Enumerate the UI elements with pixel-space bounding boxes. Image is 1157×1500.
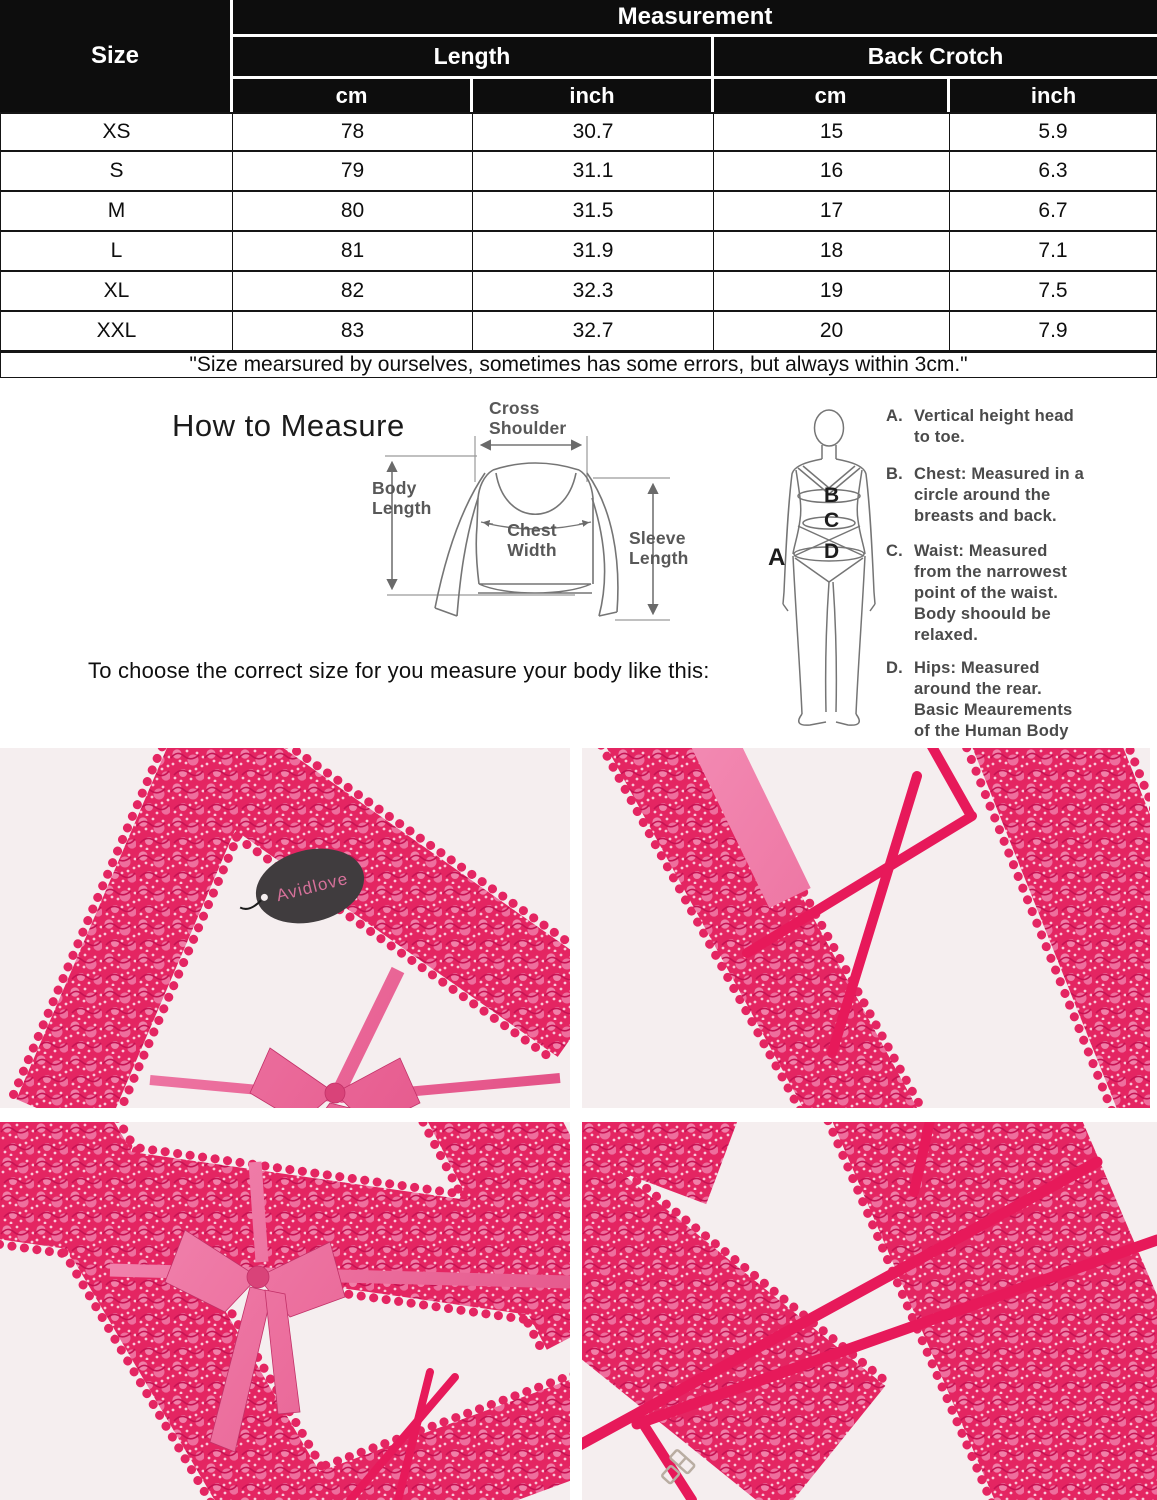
size-table — [0, 0, 1157, 380]
cell-size: XXL — [0, 312, 233, 352]
figure-label-d: D — [824, 540, 840, 563]
point-line: to toe. — [914, 428, 965, 446]
size-note: "Size mearsured by ourselves, sometimes has some errors, but always within 3cm." — [0, 352, 1157, 380]
measure-point-a — [886, 406, 1136, 448]
length-cm-header: cm — [233, 79, 473, 112]
cell-length-inch: 31.5 — [473, 192, 714, 232]
point-line: Basic Meaurements — [914, 701, 1073, 719]
cell-length-inch: 31.1 — [473, 152, 714, 192]
measure-point-d — [886, 658, 1136, 742]
how-to-measure-section — [0, 378, 1157, 746]
cell-length-cm: 78 — [233, 112, 473, 152]
table-row-xxl — [0, 312, 1157, 352]
cell-size: XS — [0, 112, 233, 152]
point-line: from the narrowest — [914, 563, 1068, 581]
figure-label-a: A — [768, 544, 786, 571]
cell-crotch-inch: 7.9 — [950, 312, 1157, 352]
photo-bottom-right — [582, 1122, 1157, 1500]
cell-crotch-cm: 18 — [714, 232, 950, 272]
cell-crotch-cm: 17 — [714, 192, 950, 232]
back-crotch-header: Back Crotch — [714, 37, 1157, 79]
figure-label-c: C — [824, 509, 840, 532]
point-line: relaxed. — [914, 626, 978, 644]
cell-crotch-inch: 5.9 — [950, 112, 1157, 152]
cell-length-cm: 79 — [233, 152, 473, 192]
photo-top-left — [0, 748, 570, 1108]
figure-label-b: B — [824, 484, 840, 507]
point-line: point of the waist. — [914, 584, 1059, 602]
body-figure-diagram — [770, 396, 900, 732]
cell-length-inch: 31.9 — [473, 232, 714, 272]
size-note-row — [0, 352, 1157, 380]
point-line: Body shoould be — [914, 605, 1051, 623]
cell-length-cm: 82 — [233, 272, 473, 312]
photo-bottom-left — [0, 1122, 570, 1500]
cell-length-inch: 30.7 — [473, 112, 714, 152]
point-line: Chest: Measured in a — [914, 465, 1084, 483]
point-line: breasts and back. — [914, 507, 1057, 525]
brand-tag-text: Avidlove — [274, 868, 351, 906]
satin-bow — [250, 1048, 420, 1108]
cell-crotch-inch: 6.3 — [950, 152, 1157, 192]
table-row-s — [0, 152, 1157, 192]
cell-crotch-inch: 6.7 — [950, 192, 1157, 232]
point-label: A. — [886, 407, 903, 425]
lace-band — [582, 1122, 722, 1162]
table-row-m — [0, 192, 1157, 232]
cell-crotch-cm: 16 — [714, 152, 950, 192]
point-line: circle around the — [914, 486, 1051, 504]
cell-length-cm: 80 — [233, 192, 473, 232]
point-label: D. — [886, 659, 903, 677]
cell-length-inch: 32.7 — [473, 312, 714, 352]
cell-length-inch: 32.3 — [473, 272, 714, 312]
cell-length-cm: 83 — [233, 312, 473, 352]
point-line: Vertical height head — [914, 407, 1074, 425]
measure-point-c — [886, 541, 1136, 646]
point-label: B. — [886, 465, 903, 483]
crotch-cm-header: cm — [714, 79, 950, 112]
measure-point-b — [886, 464, 1136, 527]
cell-length-cm: 81 — [233, 232, 473, 272]
cell-crotch-cm: 15 — [714, 112, 950, 152]
table-row-l — [0, 232, 1157, 272]
point-line: Waist: Measured — [914, 542, 1048, 560]
measurement-header: Measurement — [233, 0, 1157, 37]
cell-crotch-cm: 19 — [714, 272, 950, 312]
cell-crotch-cm: 20 — [714, 312, 950, 352]
chest-width-label: Chest Width — [507, 520, 557, 560]
crotch-inch-header: inch — [950, 79, 1157, 112]
size-column-header: Size — [0, 0, 233, 112]
cell-size: M — [0, 192, 233, 232]
cell-crotch-inch: 7.1 — [950, 232, 1157, 272]
point-line: of the Human Body — [914, 722, 1069, 740]
cross-shoulder-label: Cross Shoulder — [489, 398, 567, 438]
measure-instruction: To choose the correct size for you measure your body like this: — [88, 658, 710, 683]
length-header: Length — [233, 37, 714, 79]
photo-top-right — [582, 748, 1150, 1108]
point-line: Hips: Measured — [914, 659, 1040, 677]
point-label: C. — [886, 542, 903, 560]
body-length-label: Body Length — [372, 478, 432, 518]
cell-size: XL — [0, 272, 233, 312]
measure-points-list — [886, 406, 1136, 742]
sleeve-length-label: Sleeve Length — [629, 528, 689, 568]
cell-crotch-inch: 7.5 — [950, 272, 1157, 312]
table-row-xl — [0, 272, 1157, 312]
how-to-measure-title: How to Measure — [172, 408, 405, 443]
point-line: around the rear. — [914, 680, 1042, 698]
length-inch-header: inch — [473, 79, 714, 112]
table-row-xs — [0, 112, 1157, 152]
cell-size: S — [0, 152, 233, 192]
cell-size: L — [0, 232, 233, 272]
